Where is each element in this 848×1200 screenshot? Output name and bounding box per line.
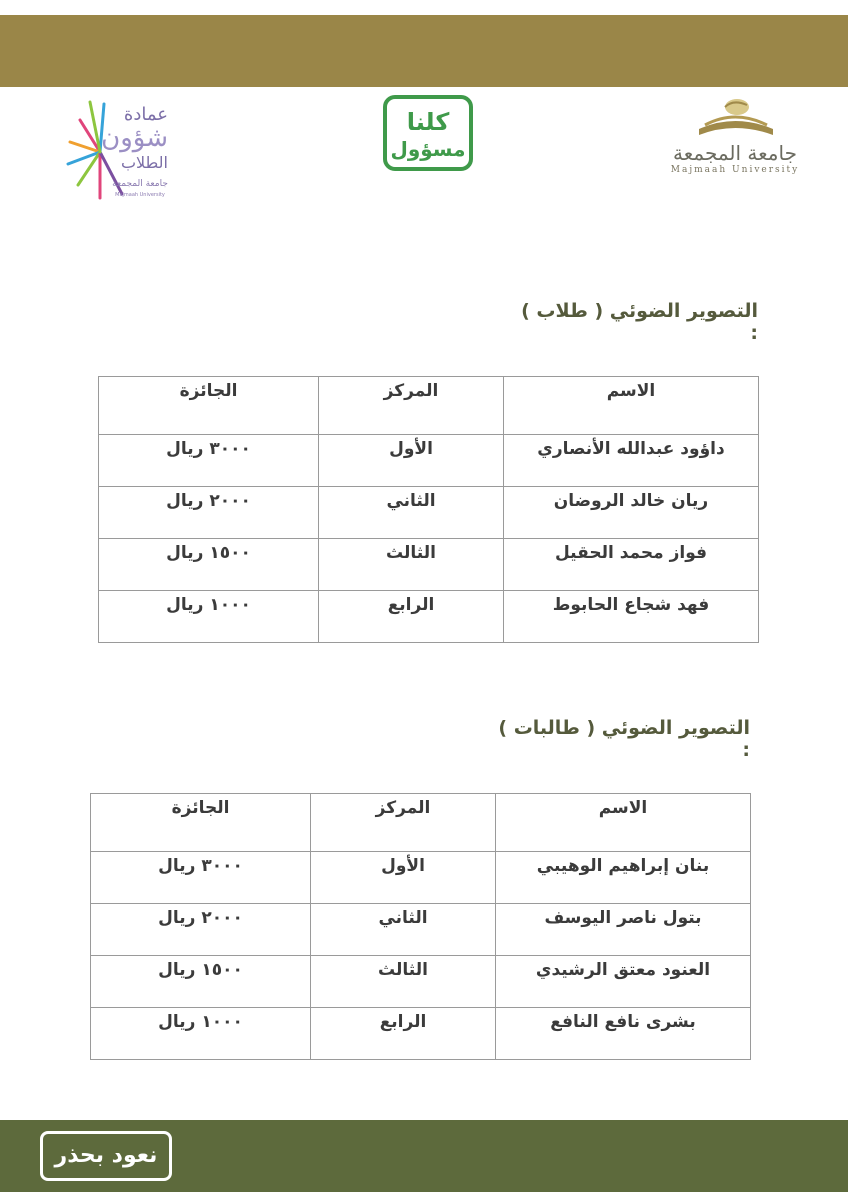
section-title-female-students: التصوير الضوئي ( طالبات ) :	[498, 717, 750, 761]
winner-name: فهد شجاع الحابوط	[504, 591, 759, 643]
table-row	[91, 852, 751, 904]
winner-rank: الرابع	[319, 591, 504, 643]
university-book-emblem-icon	[655, 95, 815, 141]
winner-prize: ١٥٠٠ ريال	[99, 539, 319, 591]
column-header-rank: المركز	[319, 377, 504, 435]
winner-prize: ١٠٠٠ ريال	[99, 591, 319, 643]
deanship-university-name: جامعة المجمعة	[112, 179, 168, 189]
winner-name: بشرى نافع النافع	[496, 1008, 751, 1060]
deanship-line-3: الطلاب	[120, 153, 168, 172]
table-row	[99, 591, 759, 643]
table-row	[99, 487, 759, 539]
deanship-line-1: عمادة	[123, 104, 168, 125]
top-banner	[0, 15, 848, 87]
column-header-name: الاسم	[504, 377, 759, 435]
winner-name: ريان خالد الروضان	[504, 487, 759, 539]
winner-rank: الثالث	[311, 956, 496, 1008]
campaign-logo-line-1: كلنا	[406, 108, 450, 136]
winner-name: بتول ناصر اليوسف	[496, 904, 751, 956]
winner-rank: الثالث	[319, 539, 504, 591]
awards-table-female-students	[90, 793, 751, 1060]
university-name-ar: جامعة المجمعة	[673, 141, 797, 165]
column-header-rank: المركز	[311, 794, 496, 852]
column-header-prize: الجائزة	[91, 794, 311, 852]
winner-prize: ٢٠٠٠ ريال	[99, 487, 319, 539]
university-logo	[655, 95, 815, 185]
winner-name: فواز محمد الحقيل	[504, 539, 759, 591]
winner-rank: الأول	[319, 435, 504, 487]
winner-name: بنان إبراهيم الوهيبي	[496, 852, 751, 904]
campaign-logo	[382, 94, 474, 172]
back-safely-logo-text: نعود بحذر	[54, 1143, 158, 1168]
deanship-university-name-en: Majmaah University	[115, 192, 165, 198]
column-header-prize: الجائزة	[99, 377, 319, 435]
winner-prize: ٢٠٠٠ ريال	[91, 904, 311, 956]
table-row	[91, 1008, 751, 1060]
winner-prize: ١٠٠٠ ريال	[91, 1008, 311, 1060]
table-row	[91, 956, 751, 1008]
winner-prize: ٣٠٠٠ ريال	[91, 852, 311, 904]
winner-prize: ١٥٠٠ ريال	[91, 956, 311, 1008]
winner-rank: الرابع	[311, 1008, 496, 1060]
deanship-student-affairs-logo	[60, 90, 172, 210]
winner-rank: الثاني	[311, 904, 496, 956]
winner-prize: ٣٠٠٠ ريال	[99, 435, 319, 487]
table-header-row	[99, 377, 759, 435]
table-row	[99, 539, 759, 591]
awards-table-students	[98, 376, 759, 643]
back-safely-logo	[40, 1131, 172, 1181]
university-name-en: Majmaah University	[670, 165, 800, 175]
campaign-logo-line-2: مسؤول	[390, 137, 466, 161]
table-row	[99, 435, 759, 487]
deanship-line-2: شؤون	[101, 123, 168, 153]
section-title-students: التصوير الضوئي ( طلاب ) :	[521, 300, 758, 344]
winner-rank: الثاني	[319, 487, 504, 539]
table-row	[91, 904, 751, 956]
winner-name: داؤود عبدالله الأنصاري	[504, 435, 759, 487]
table-header-row	[91, 794, 751, 852]
column-header-name: الاسم	[496, 794, 751, 852]
winner-rank: الأول	[311, 852, 496, 904]
winner-name: العنود معتق الرشيدي	[496, 956, 751, 1008]
